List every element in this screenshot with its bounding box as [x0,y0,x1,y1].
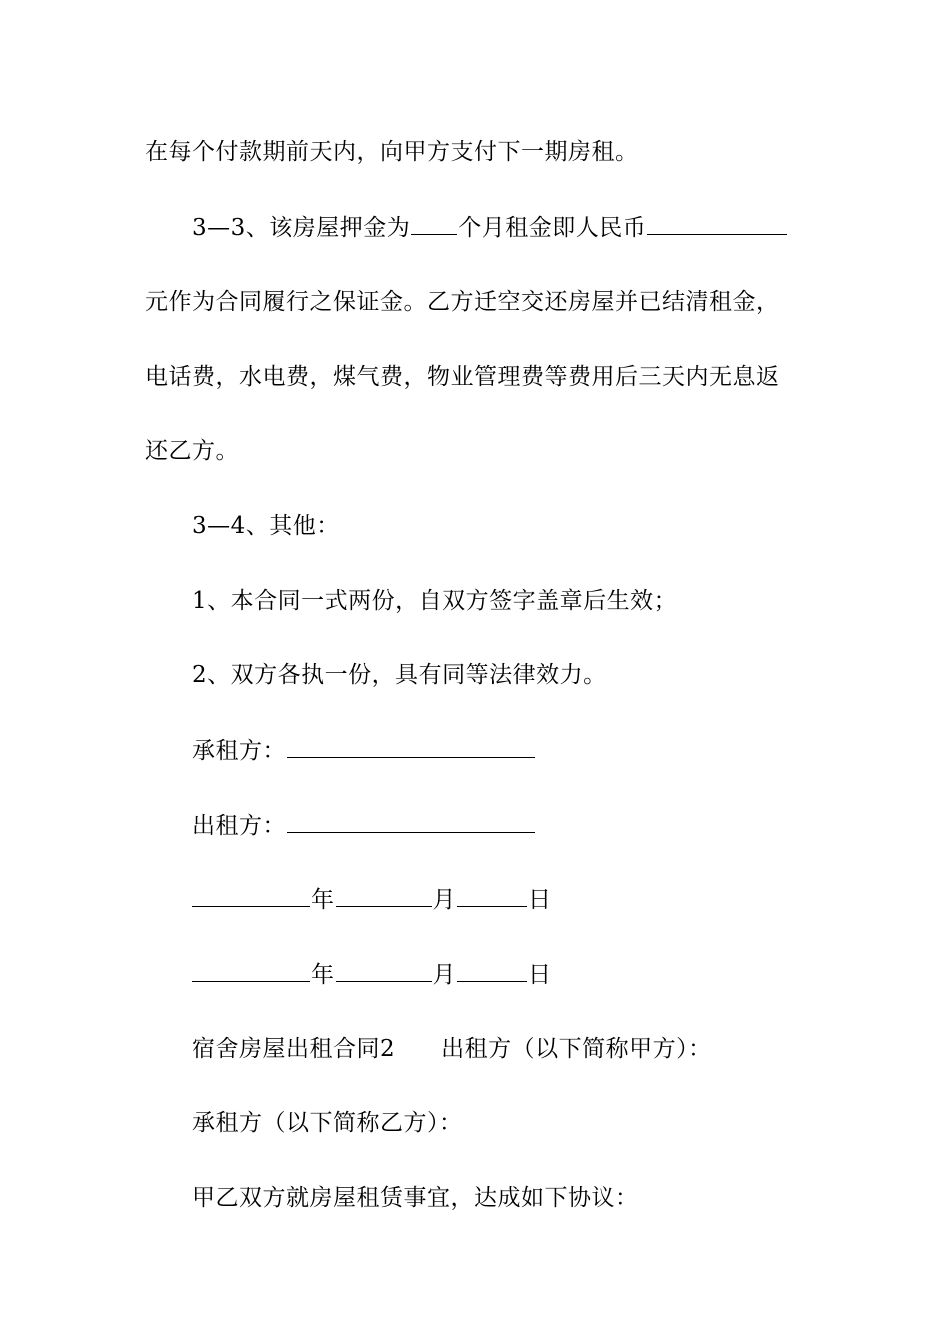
contract-title: 宿舍房屋出租合同2 [192,1036,396,1062]
day-blank [457,959,527,982]
month-label: 月 [432,887,456,913]
year-blank [192,959,310,982]
months-blank [411,212,457,235]
month-blank [336,959,432,982]
tenant-label: 承租方： [192,738,286,764]
landlord-label: 出租方： [192,813,286,839]
section-other [192,511,340,541]
paragraph-text: 在每个付款期前天内，向甲方支付下一期房租。 [145,139,639,165]
date-line-2 [192,959,552,990]
paragraph-text: 还乙方。 [145,438,239,464]
agreement-intro [192,1183,639,1213]
paragraph-text: 元作为合同履行之保证金。乙方迁空交还房屋并已结清租金， [145,289,780,315]
tenant-party-label: 承租方（以下简称乙方）： [192,1110,463,1136]
paragraph-fees [145,362,780,392]
landlord-signature-line [192,810,536,841]
clause-1 [192,586,677,616]
date-line-1 [192,884,552,915]
amount-blank [647,212,787,235]
clause-text: 1、本合同一式两份，自双方签字盖章后生效； [192,588,678,614]
paragraph-text: 甲乙双方就房屋租赁事宜，达成如下协议： [192,1185,639,1211]
paragraph-deposit-cont [145,287,780,317]
deposit-text-a: 3—3、该房屋押金为 [192,215,411,241]
landlord-signature-blank [287,810,535,833]
year-label: 年 [311,887,335,913]
year-label: 年 [311,962,335,988]
month-blank [336,884,432,907]
contract-2-heading [192,1034,712,1064]
tenant-signature-line [192,735,536,766]
tenant-signature-blank [287,735,535,758]
clause-2 [192,660,607,690]
day-label: 日 [528,962,552,988]
deposit-text-b: 个月租金即人民币 [458,215,647,241]
year-blank [192,884,310,907]
tenant-party-line [192,1108,463,1138]
day-blank [457,884,527,907]
paragraph-text: 电话费，水电费，煤气费，物业管理费等费用后三天内无息返 [145,364,780,390]
landlord-party-label: 出租方（以下简称甲方）： [441,1036,712,1062]
paragraph-deposit [192,212,788,243]
month-label: 月 [432,962,456,988]
day-label: 日 [528,887,552,913]
paragraph-payment [145,137,639,167]
section-heading: 3—4、其他： [192,513,340,539]
clause-text: 2、双方各执一份，具有同等法律效力。 [192,662,607,688]
paragraph-return [145,436,239,466]
